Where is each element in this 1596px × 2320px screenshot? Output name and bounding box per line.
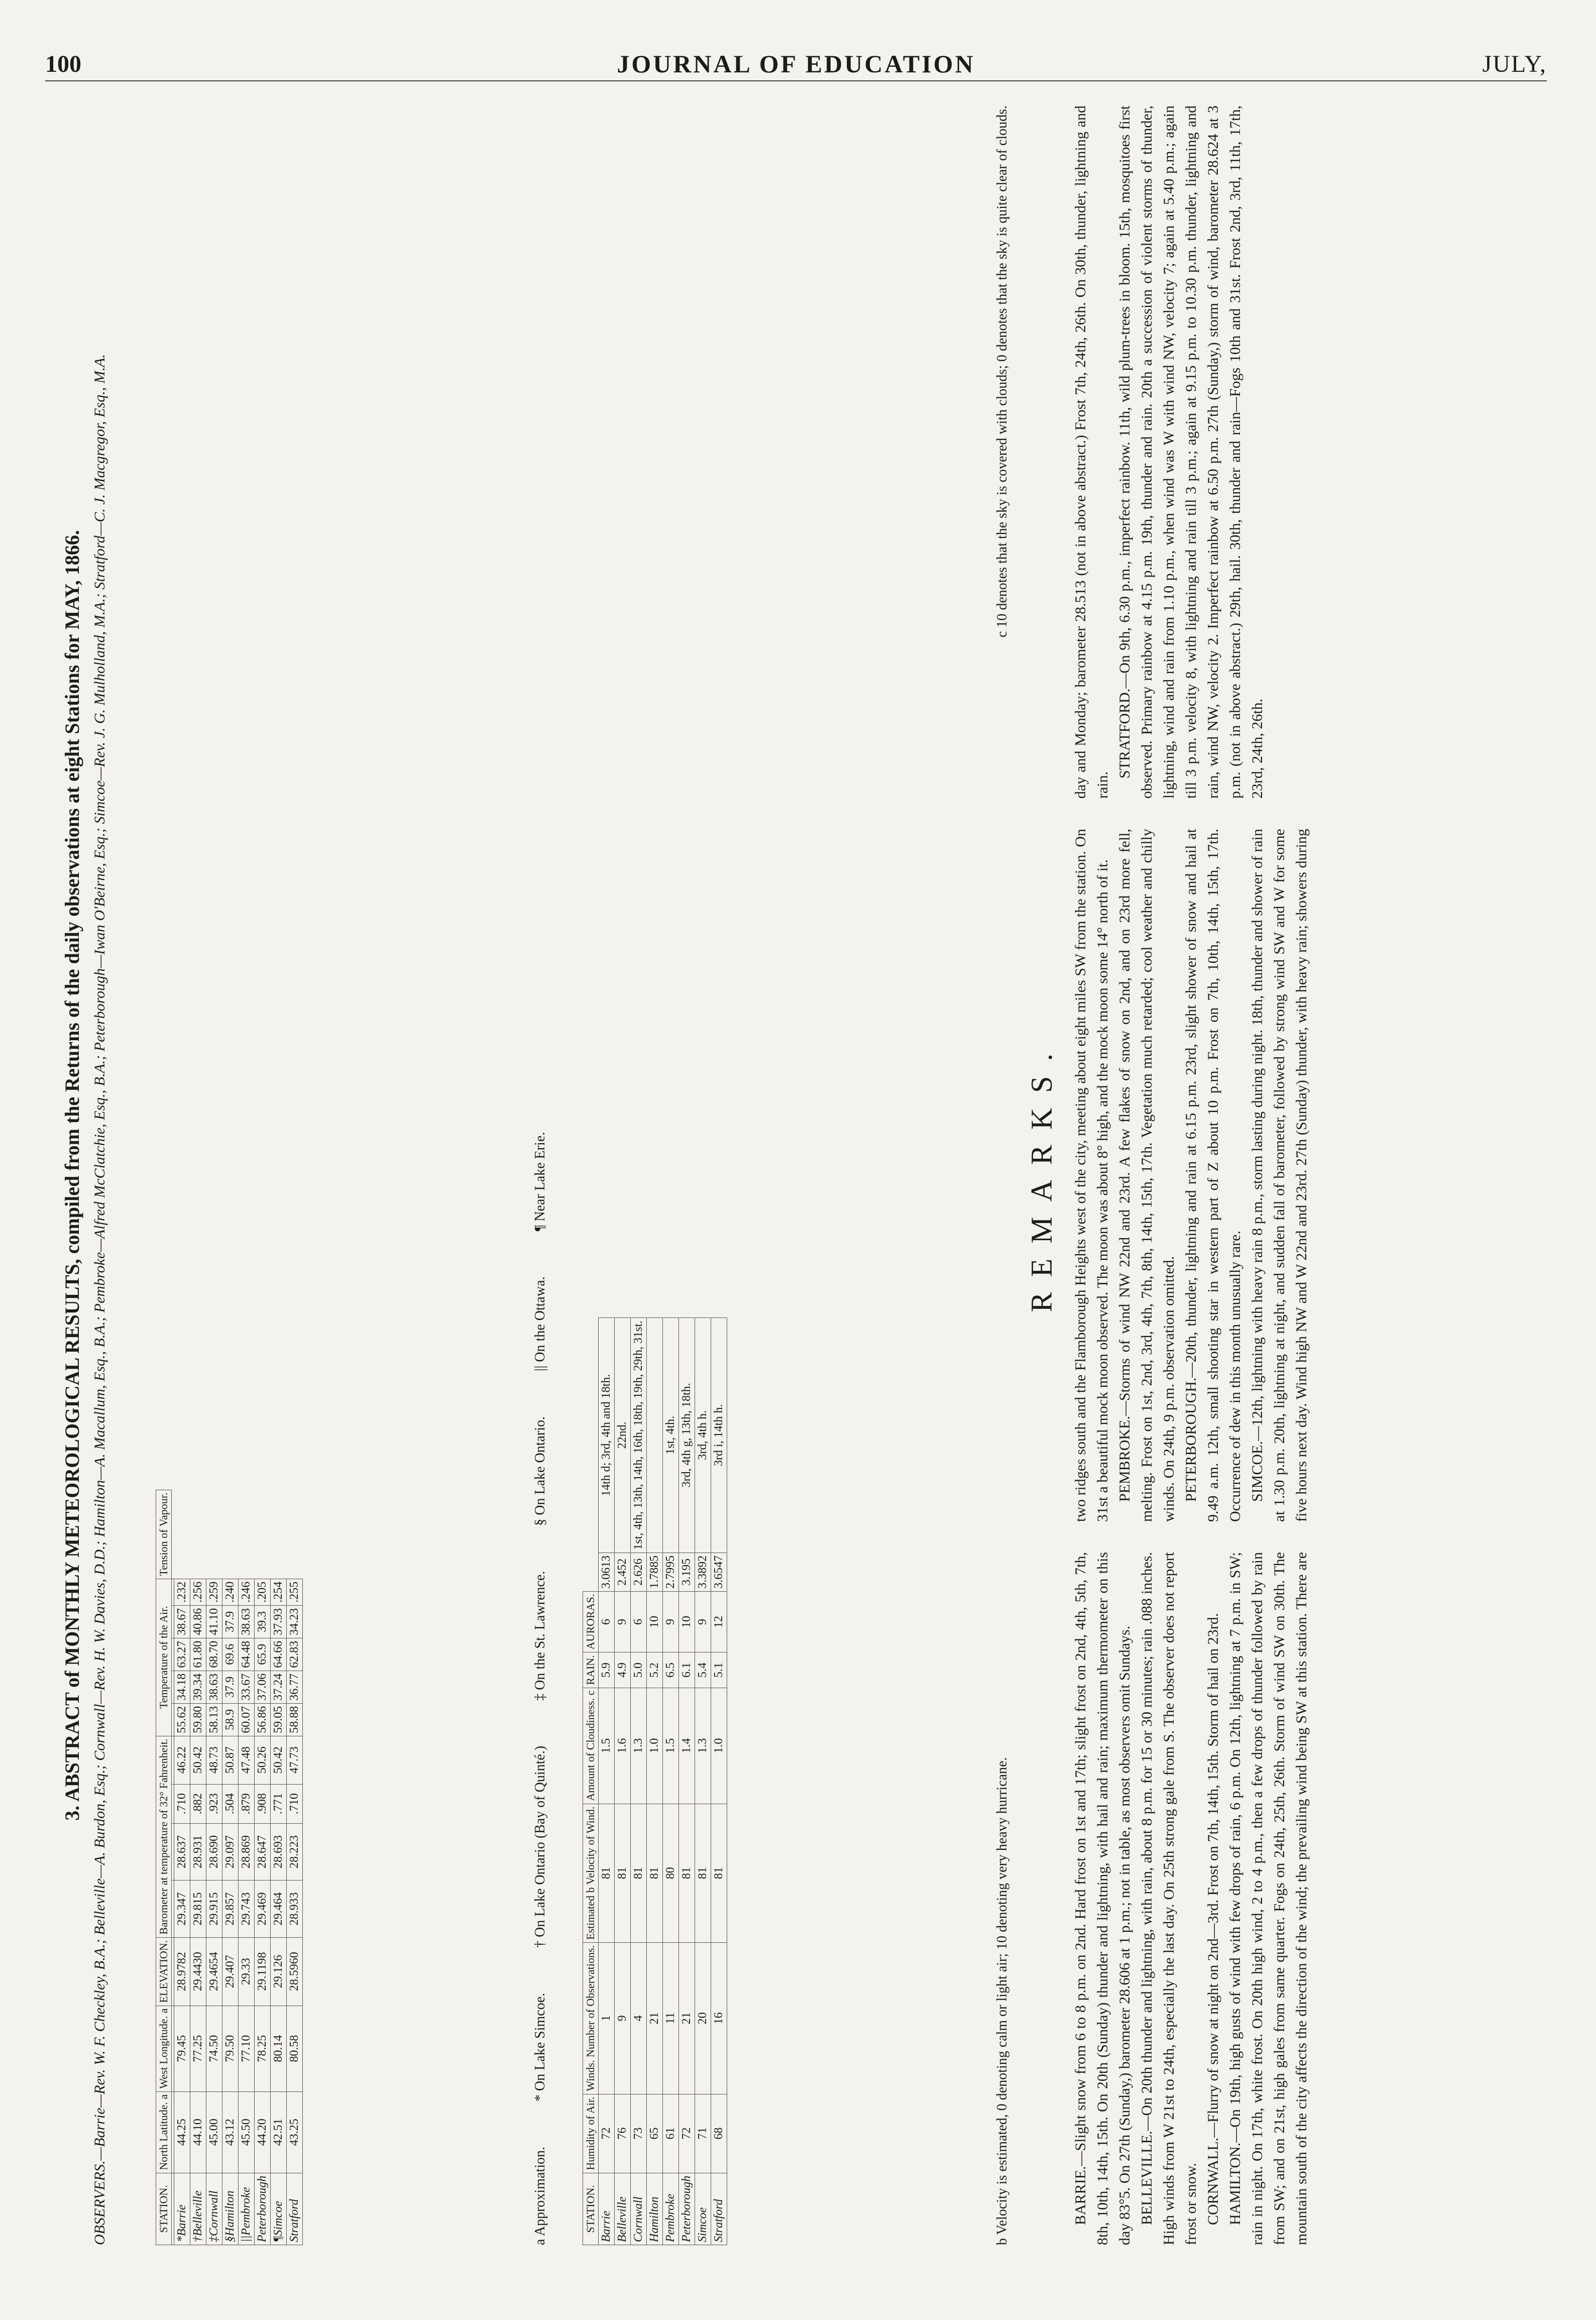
cell-t-max: 58.9 [222,1703,239,1736]
cell-station: Barrie [599,2173,615,2245]
cell-t-mean: 47.48 [239,1736,255,1784]
cell-station: ¶Simcoe [271,2173,287,2245]
cell-lon: 79.50 [222,2006,239,2091]
cell-vap-mean: .254 [271,1579,287,1605]
cell-vel-mean: 1.3 [631,1688,647,1804]
cell-rain-depth: 3.3892 [695,1553,711,1591]
cell-low: 28.869 [239,1823,255,1881]
cell-rain-depth: 2.626 [631,1553,647,1591]
cell-rain-days: 9 [663,1591,679,1652]
table-row [695,1317,711,2245]
cell-t-mean: 46.22 [174,1736,190,1784]
cell-cloud-mean: 5.4 [695,1652,711,1688]
cell-t-mean: 50.87 [222,1736,239,1784]
remark-paragraph: BARRIE.—Slight snow from 6 to 8 p.m. on 2nd. Hard frost on 1st and 17th; slight frost on 2nd, 4th, 5th, 7th, 8th, 10th, 14th, 15th. On 20th (Sunday) thunder and lightning, with hail and rain; maximum thermometer on this day 83°5. On 27th (Sunday,) barometer 28.606 at 1 p.m.; not in table, as most observers omit Sundays. [1072,1552,1133,2245]
cell-t-max: 55.62 [174,1703,190,1736]
cell-calm: 1 [599,1942,615,2094]
table-row [222,1490,239,2245]
cell-hum-mean: 72 [679,2094,695,2173]
table1-group-header: West Longitude. a [156,2006,172,2091]
cell-station: Peterborough [255,2173,271,2245]
cell-cold: 38.67 [174,1605,190,1638]
cell-warm: 62.83 [287,1638,303,1671]
cell-t-min: 34.18 [174,1671,190,1703]
cell-range: .908 [255,1784,271,1823]
table-row [599,1317,615,2245]
cell-t-mean: 48.73 [206,1736,222,1784]
meteorological-table [156,1490,303,2245]
cell-bar-mean: 29.4654 [206,1937,222,2006]
cell-low: 28.693 [271,1823,287,1881]
cell-wind-total: 81 [711,1804,727,1942]
table2-group-header: STATION. [583,2173,599,2245]
cell-lon: 78.25 [255,2006,271,2091]
cell-t-min: 39.34 [190,1671,206,1703]
cell-rain-days: 9 [695,1591,711,1652]
cell-cold: 37.9 [222,1605,239,1638]
cell-vap-mean: .256 [190,1579,206,1605]
cell-cold: 38.63 [239,1605,255,1638]
footnote: ‡ On the St. Lawrence. [532,1571,548,1701]
cell-range: .879 [239,1784,255,1823]
remark-paragraph: PETERBOROUGH.—20th, thunder, lightning and rain at 6.15 p.m. 23rd, slight shower of snow and hail at 9.49 a.m. 12th, small shooting star in western part of Z about 10 p.m. Frost on 7th, 10th, 14th, 15th, 17th. Occurrence of dew in this month unusually rare. [1183,829,1243,1522]
cell-rain-days: 10 [679,1591,695,1652]
cell-high: 29.815 [190,1881,206,1938]
cell-range: .882 [190,1784,206,1823]
cell-high: 28.933 [287,1881,303,1938]
cell-lon: 80.58 [287,2006,303,2091]
journal-title: JOURNAL OF EDUCATION [617,50,975,78]
cell-vel-mean: 1.6 [615,1688,631,1804]
remark-paragraph: HAMILTON.—On 19th, high gusts of wind with few drops of rain, 6 p.m. On 12th, lightning at 7 p.m. in SW; rain in night. On 17th, white frost. On 20th high wind, 2 to 4 p.m., then a few drops of thunder followed by rain from SW; and on 21st, high gales from same quarter. Fogs on 24th, 25th, 26th. Storm of wind SW on 30th. The mountain south of the city affects the direction of the wind; the prevailing wind being SW at this station. There are two ridges south and the Flamborough Heights west of the city, meeting about eight miles SW from the station. On 31st a beautiful mock moon observed. The moon was about 8° high, and the mock moon some 14° north of it. [1072,829,1310,2245]
table2-footnotes [994,105,1010,2245]
cell-vel-mean: 1.3 [695,1688,711,1804]
table2-header-row [583,1317,599,2245]
table1-group-header: STATION. [156,2173,172,2245]
table-row [679,1317,695,2245]
footnote-cloudiness: c 10 denotes that the sky is covered with clouds; 0 denotes that the sky is quite clear of clouds. [994,105,1010,638]
cell-bar-mean: 29.4430 [190,1937,206,2006]
cell-lat: 44.10 [190,2091,206,2173]
cell-cold: 39.3 [255,1605,271,1638]
remark-paragraph: SIMCOE.—12th, lightning with heavy rain 8 p.m., storm lasting during night. 18th, thunder and shower of rain at 1.30 p.m. 20th, lightning at night, and sudden fall of barometer, followed by strong wind SW and W for some five hours next day. Wind high NW and W 22nd and 23rd. 27th (Sunday) thunder, with heavy rain; showers during day and Monday; barometer 28.513 (not in above abstract.) Frost 7th, 24th, 26th. On 30th, thunder, lightning and rain. [1072,105,1310,1522]
cell-vap-mean: .232 [174,1579,190,1605]
cell-t-max: 56.86 [255,1703,271,1736]
cell-t-min: 37.06 [255,1671,271,1703]
observers-line: OBSERVERS.—Barrie—Rev. W. F. Checkley, B.A.; Belleville—A. Burdon, Esq.; Cornwall—Rev. H. W. Davies, D.D.; Hamilton—A. Macallum, Esq., B.A.; Pembroke—Alfred McClatchie, Esq., B.A.; Peterborough—Iwan O'Beirne, Esq.; Simcoe—Rev. J. G. Mulholland, M.A.; Stratford—C. J. Macgregor, Esq., M.A. [91,354,108,2245]
table2-body [599,1317,727,2245]
cell-aurora: 3rd, 4th g, 13th, 18th. [679,1317,695,1553]
cell-cold: 41.10 [206,1605,222,1638]
cell-warm: 61.80 [190,1638,206,1671]
cell-bar-mean: 28.5960 [287,1937,303,2006]
table-row [174,1490,190,2245]
footnote: || On the Ottawa. [532,1276,548,1371]
cell-bar-mean: 29.126 [271,1937,287,2006]
cell-calm: 20 [695,1942,711,2094]
cell-t-max: 60.07 [239,1703,255,1736]
cell-calm: 9 [615,1942,631,2094]
cell-t-min: 38.63 [206,1671,222,1703]
cell-wind-total: 81 [695,1804,711,1942]
cell-station: Cornwall [631,2173,647,2245]
remark-paragraph: CORNWALL.—Flurry of snow at night on 2nd—3rd. Frost on 7th, 14th, 15th. Storm of hail on 23rd. [1205,1613,1221,2225]
cell-vel-mean: 1.0 [711,1688,727,1804]
page-header [45,45,1547,81]
cell-hum-mean: 72 [599,2094,615,2173]
cell-low: 29.097 [222,1823,239,1881]
cell-warm: 63.27 [174,1638,190,1671]
footnote-velocity: b Velocity is estimated, 0 denoting calm or light air; 10 denoting very heavy hurricane. [994,1757,1010,2245]
cell-station: Stratford [711,2173,727,2245]
cell-warm: 69.6 [222,1638,239,1671]
cell-t-mean: 50.26 [255,1736,271,1784]
cell-wind-total: 81 [647,1804,663,1942]
cell-range: .771 [271,1784,287,1823]
table2-group-header: Amount of Cloudiness. c [583,1688,599,1804]
cell-rain-days: 6 [631,1591,647,1652]
page-number: 100 [45,51,81,77]
table-row [206,1490,222,2245]
footnote: § On Lake Ontario. [532,1416,548,1526]
cell-wind-total: 81 [599,1804,615,1942]
cell-station: *Barrie [174,2173,190,2245]
cell-warm: 65.9 [255,1638,271,1671]
cell-rain-depth: 2.452 [615,1553,631,1591]
cell-cloud-mean: 6.5 [663,1652,679,1688]
cell-aurora: 1st, 4th, 13th, 14th, 16th, 18th, 19th, 29th, 31st. [631,1317,647,1553]
cell-t-max: 58.88 [287,1703,303,1736]
table2-group-header: Estimated b Velocity of Wind. [583,1804,599,1942]
cell-rain-depth: 2.7995 [663,1553,679,1591]
cell-station: †Belleville [190,2173,206,2245]
cell-hum-mean: 76 [615,2094,631,2173]
cell-t-min: 36.77 [287,1671,303,1703]
cell-vap-mean: .255 [287,1579,303,1605]
cell-bar-mean: 29.407 [222,1937,239,2006]
cell-calm: 21 [679,1942,695,2094]
table2-group-header: Winds. Number of Observations. [583,1942,599,2094]
cell-high: 29.464 [271,1881,287,1938]
cell-station: Stratford [287,2173,303,2245]
remark-paragraph: BELLEVILLE.—On 20th thunder and lightning, with rain, about 8 p.m. for 15 or 30 minutes; rain .088 inches. High winds from W 21st to 24th, especially the last day. On 25th strong gale from S. The observer does not report frost or snow. [1138,1552,1199,2245]
cell-lat: 45.50 [239,2091,255,2173]
cell-cold: 37.93 [271,1605,287,1638]
cell-lon: 74.50 [206,2006,222,2091]
cell-aurora: 3rd i, 14th h. [711,1317,727,1553]
cell-cloud-mean: 5.1 [711,1652,727,1688]
cell-aurora: 14th d; 3rd, 4th and 18th. [599,1317,615,1553]
cell-high: 29.743 [239,1881,255,1938]
cell-vap-mean: .246 [239,1579,255,1605]
rotated-page-content [60,105,1547,2245]
cell-bar-mean: 29.1198 [255,1937,271,2006]
cell-aurora: 22nd. [615,1317,631,1553]
cell-cloud-mean: 6.1 [679,1652,695,1688]
table2-group-header: Humidity of Air. [583,2094,599,2173]
cell-lat: 44.20 [255,2091,271,2173]
cell-lon: 79.45 [174,2006,190,2091]
cell-t-max: 59.05 [271,1703,287,1736]
cell-rain-depth: 3.195 [679,1553,695,1591]
cell-cloud-mean: 4.9 [615,1652,631,1688]
cell-cloud-mean: 5.0 [631,1652,647,1688]
cell-low: 28.690 [206,1823,222,1881]
cell-vel-mean: 1.0 [647,1688,663,1804]
cell-low: 28.637 [174,1823,190,1881]
cell-wind-total: 81 [679,1804,695,1942]
cell-low: 28.223 [287,1823,303,1881]
footnote: a Approximation. [532,2147,548,2245]
cell-range: .710 [287,1784,303,1823]
cell-t-mean: 50.42 [190,1736,206,1784]
cell-low: 28.931 [190,1823,206,1881]
table-row [190,1490,206,2245]
cell-rain-depth: 3.0613 [599,1553,615,1591]
cell-rain-depth: 3.6547 [711,1553,727,1591]
cell-cloud-mean: 5.2 [647,1652,663,1688]
cell-hum-mean: 71 [695,2094,711,2173]
cell-t-min: 33.67 [239,1671,255,1703]
table1-group-header: Barometer at temperature of 32° Fahrenheit. [156,1736,172,1937]
table-caption: 3. ABSTRACT of MONTHLY METEOROLOGICAL RESULTS, compiled from the Returns of the daily observations at eight Stations for MAY, 1866. [61,530,83,1821]
remarks-heading: REMARKS. [1025,1038,1058,1312]
cell-lon: 77.25 [190,2006,206,2091]
cell-hum-mean: 65 [647,2094,663,2173]
cell-t-mean: 47.73 [287,1736,303,1784]
cell-hum-mean: 73 [631,2094,647,2173]
cell-t-min: 37.24 [271,1671,287,1703]
cell-vap-mean: .240 [222,1579,239,1605]
table-row [711,1317,727,2245]
cell-lat: 43.25 [287,2091,303,2173]
cell-lon: 80.14 [271,2006,287,2091]
footnote: * On Lake Simcoe. [532,1993,548,2102]
table-row [271,1490,287,2245]
table-row [647,1317,663,2245]
remark-paragraph: PEMBROKE.—Storms of wind NW 22nd and 23rd. A few flakes of snow on 2nd, and on 23rd more fell, melting. Frost on 1st, 2nd, 3rd, 4th, 7th, 8th, 14th, 15th, 17th. Vegetation much retarded; cool weather and chilly winds. On 24th, 9 p.m. observation omitted. [1116,829,1177,1522]
table-row [631,1317,647,2245]
cell-wind-total: 80 [663,1804,679,1942]
remarks-body [1070,105,1313,2245]
cell-warm: 64.48 [239,1638,255,1671]
table-row [615,1317,631,2245]
cell-bar-mean: 28.9782 [174,1937,190,2006]
table1-footnotes [532,105,548,2245]
cell-high: 29.915 [206,1881,222,1938]
cell-lon: 77.10 [239,2006,255,2091]
footnote: ¶ Near Lake Erie. [532,1132,548,1232]
cell-station: ||Pembroke [239,2173,255,2245]
cell-rain-days: 9 [615,1591,631,1652]
cell-calm: 11 [663,1942,679,2094]
cell-wind-total: 81 [631,1804,647,1942]
cell-aurora: 3rd, 4th h. [695,1317,711,1553]
cell-aurora: 1st, 4th. [663,1317,679,1553]
cell-warm: 68.70 [206,1638,222,1671]
cell-cold: 34.23 [287,1605,303,1638]
cell-station: Belleville [615,2173,631,2245]
cell-rain-depth: 1.7885 [647,1553,663,1591]
table1-group-header: Temperature of the Air. [156,1579,172,1736]
cell-high: 29.347 [174,1881,190,1938]
cell-station: Pembroke [663,2173,679,2245]
cell-high: 29.469 [255,1881,271,1938]
cell-calm: 16 [711,1942,727,2094]
table1-group-header: North Latitude. a [156,2091,172,2173]
cell-lat: 44.25 [174,2091,190,2173]
table2-group-header: RAIN. [583,1652,599,1688]
winds-rain-table [583,1317,727,2245]
cell-range: .923 [206,1784,222,1823]
cell-high: 29.857 [222,1881,239,1938]
cell-lat: 43.12 [222,2091,239,2173]
cell-warm: 64.66 [271,1638,287,1671]
cell-t-max: 58.13 [206,1703,222,1736]
cell-vel-mean: 1.5 [663,1688,679,1804]
cell-cloud-mean: 5.9 [599,1652,615,1688]
table-row [287,1490,303,2245]
cell-wind-total: 81 [615,1804,631,1942]
table-row [239,1490,255,2245]
cell-calm: 4 [631,1942,647,2094]
table1-body [174,1490,303,2245]
cell-calm: 21 [647,1942,663,2094]
cell-bar-mean: 29.33 [239,1937,255,2006]
cell-station: Simcoe [695,2173,711,2245]
cell-cold: 40.86 [190,1605,206,1638]
cell-range: .710 [174,1784,190,1823]
cell-station: Peterborough [679,2173,695,2245]
cell-station: Hamilton [647,2173,663,2245]
table1-group-header: Tension of Vapour. [156,1490,172,1579]
cell-low: 28.647 [255,1823,271,1881]
cell-hum-mean: 68 [711,2094,727,2173]
cell-rain-days: 6 [599,1591,615,1652]
issue-month: JULY, [1482,51,1547,77]
table2-group-header: AURORAS. [583,1591,599,1652]
cell-t-mean: 50.42 [271,1736,287,1784]
table1-header-row [156,1490,172,2245]
cell-t-max: 59.80 [190,1703,206,1736]
cell-aurora [647,1317,663,1553]
table-row [663,1317,679,2245]
cell-vap-mean: .205 [255,1579,271,1605]
cell-rain-days: 12 [711,1591,727,1652]
cell-lat: 45.00 [206,2091,222,2173]
remark-paragraph: STRATFORD.—On 9th, 6.30 p.m., imperfect rainbow. 11th, wild plum-trees in bloom. 15th, mosquitoes first observed. Primary rainbow at 4.15 p.m. 19th, thunder and rain. 20th a succession of violent storms of thunder, lightning, wind and rain from 1.10 p.m., when wind was W with wind NW, velocity 7; again at 5.40 p.m.; again till 3 p.m. velocity 8, with lightning and rain till 3 p.m.; again at 9.15 p.m. to 10.30 p.m. thunder, lightning and rain, wind NW, velocity 2. Imperfect rainbow at 6.50 p.m. 27th (Sunday,) storm of wind, barometer 28.624 at 3 p.m. (not in above abstract.) 29th, hail. 30th, thunder and rain—Fogs 10th and 31st. Frost 2nd, 3rd, 11th, 17th, 23rd, 24th, 26th. [1116,105,1266,799]
cell-station: ‡Cornwall [206,2173,222,2245]
footnote: † On Lake Ontario (Bay of Quinté.) [532,1745,548,1948]
cell-lat: 42.51 [271,2091,287,2173]
cell-vap-mean: .259 [206,1579,222,1605]
cell-range: .504 [222,1784,239,1823]
cell-station: §Hamilton [222,2173,239,2245]
cell-t-min: 37.9 [222,1671,239,1703]
cell-hum-mean: 61 [663,2094,679,2173]
table-row [255,1490,271,2245]
cell-rain-days: 10 [647,1591,663,1652]
cell-vel-mean: 1.5 [599,1688,615,1804]
table1-group-header: ELEVATION. [156,1937,172,2006]
cell-vel-mean: 1.4 [679,1688,695,1804]
